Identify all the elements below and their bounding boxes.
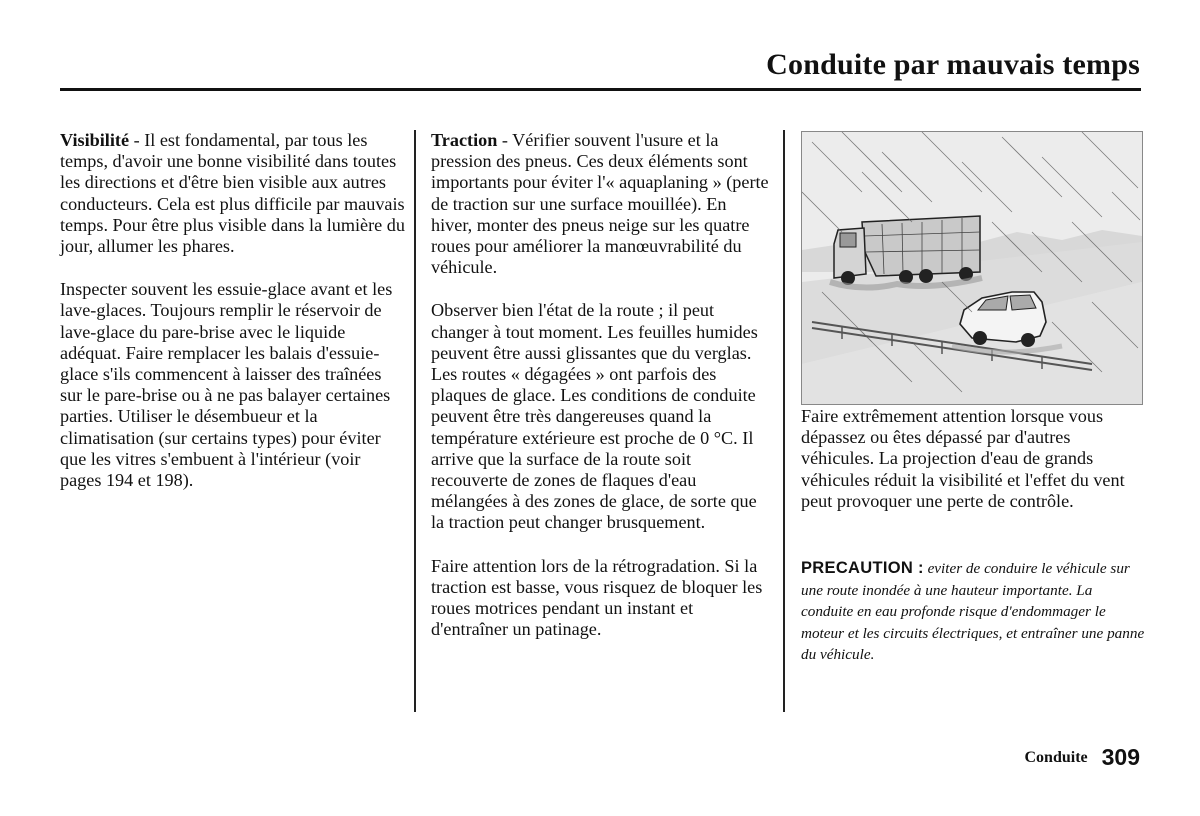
heading-traction: Traction <box>431 130 498 150</box>
section-name: Conduite <box>1024 748 1088 766</box>
paragraph-road-conditions: Observer bien l'état de la route ; il peut changer à tout moment. Les feuilles humides peuvent être aussi glissantes que du verglas. Les routes « dégagées » ont parfois des plaques de glace. Les conditions de conduite peuvent être très dangereuses quand la température extérieure est proche de 0 °C. Il arrive que la surface de la route soit recouverte de zones de flaques d'eau mélangées à des zones de glace, de sorte que la traction peut changer brusquement. <box>431 300 758 533</box>
text-traction: - Vérifier souvent l'usure et la pression des pneus. Ces deux éléments sont importants pour éviter l'« aquaplaning » (perte de traction sur une surface mouillée). En hiver, monter des pneus neige sur les quatre roues pour améliorer la manœuvrabilité du véhicule. <box>431 130 769 278</box>
paragraph-downshift: Faire attention lors de la rétrogradation. Si la traction est basse, vous risquez de bloquer les roues motrices pendant un instant et d'entraîner un patinage. <box>431 555 763 640</box>
paragraph-wipers: Inspecter souvent les essuie-glace avant et les lave-glaces. Toujours remplir le réservoir de lave-glace du pare-brise avec le liquide adéquat. Faire remplacer les balais d'essuie-glace s'ils commencent à laisser des traînées sur le pare-brise ou à ne pas balayer certaines parties. Utiliser le désembueur et la climatisation (sur certains types) pour éviter que les vitres s'embuent à l'intérieur (voir pages 194 et 198). <box>60 279 393 491</box>
page-footer <box>1025 744 1141 771</box>
column-traction <box>431 130 771 662</box>
rain-scene-image <box>802 132 1142 404</box>
precaution-note <box>801 558 1146 666</box>
text-visibility: - Il est fondamental, par tous les temps, d'avoir une bonne visibilité dans toutes les directions et d'être bien visible aux autres conducteurs. Cela est plus difficile par mauvais temps. Pour être plus visible dans la lumière du jour, allumer les phares. <box>60 130 405 257</box>
paragraph-traction <box>431 130 771 278</box>
paragraph-visibility <box>60 130 405 257</box>
heading-visibility: Visibilité <box>60 130 130 150</box>
column-divider-1 <box>414 130 416 712</box>
column-visibility <box>60 130 405 513</box>
column-divider-2 <box>783 130 785 712</box>
header-rule <box>60 88 1141 91</box>
illustration-caption: Faire extrêmement attention lorsque vous dépassez ou êtes dépassé par d'autres véhicules. La projection d'eau de grands véhicules réduit la visibilité et l'effet du vent peut provoquer une perte de contrôle. <box>801 406 1125 511</box>
page-number: 309 <box>1101 744 1140 770</box>
precaution-text: eviter de conduire le véhicule sur une route inondée à une hauteur importante. La conduite en eau profonde risque d'endommager le moteur et les circuits électriques, et entraîner une panne du véhicule. <box>801 560 1145 663</box>
rain-driving-illustration <box>801 131 1143 405</box>
precaution-label: PRECAUTION : <box>801 559 924 577</box>
page-title: Conduite par mauvais temps <box>766 48 1140 81</box>
